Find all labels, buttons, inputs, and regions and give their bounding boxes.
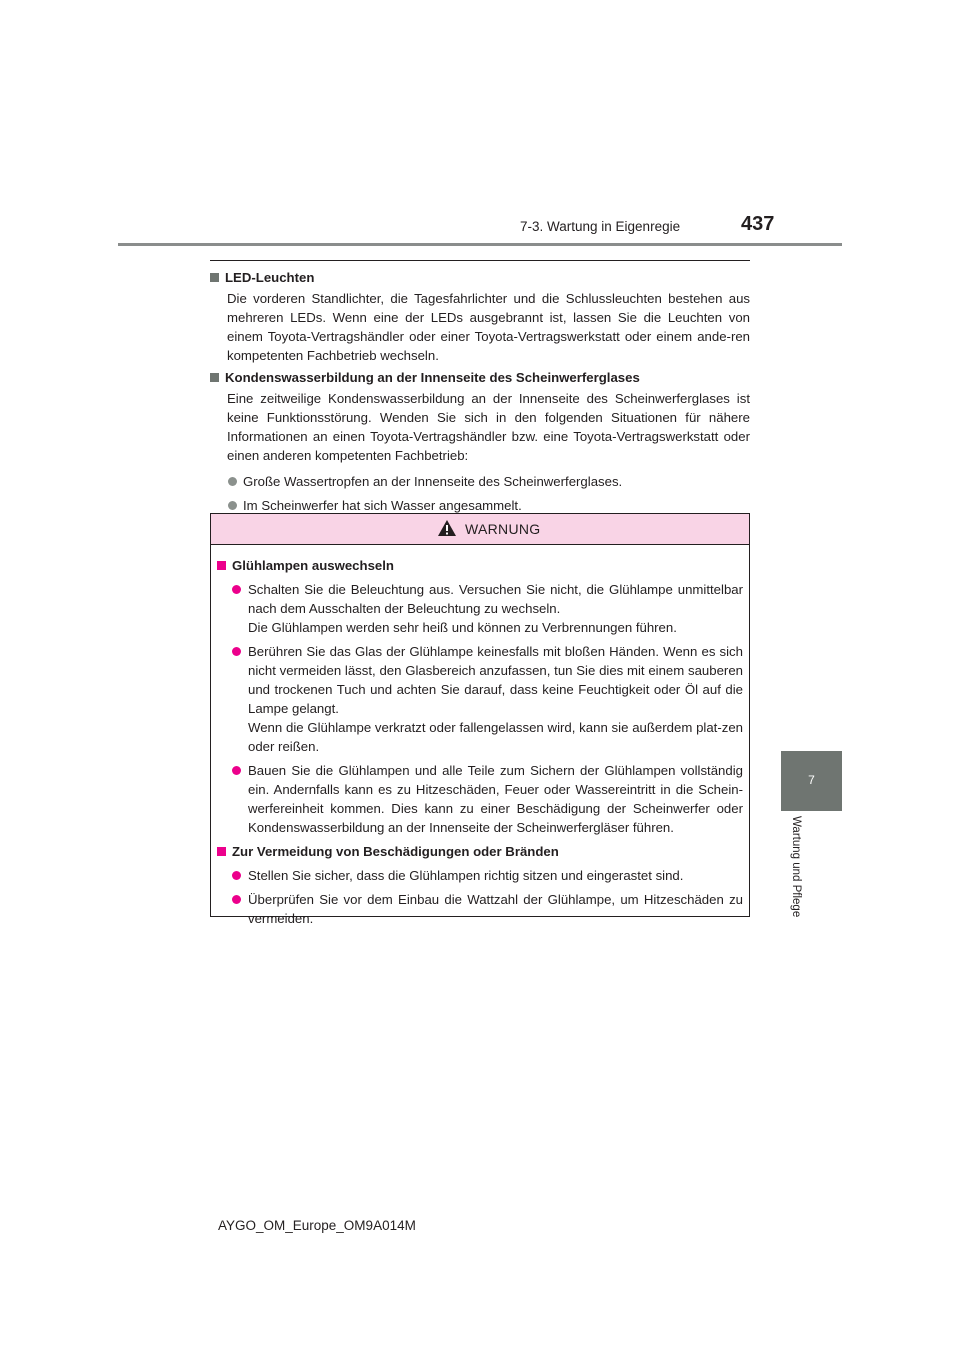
warning-section-title: Glühlampen auswechseln: [217, 557, 743, 575]
bullet-dot-icon: [228, 501, 237, 510]
bullet-dot-icon: [232, 895, 241, 904]
bullet-dot-icon: [232, 766, 241, 775]
warning-header: [211, 514, 749, 545]
section-text: Eine zeitweilige Kondenswasserbildung an der Innenseite des Scheinwerferglases ist keine Funktionsstörung. Wenden Sie sich in den folgenden Situationen für nähere Informationen an einen Toyota-Vertragshändler bzw. eine Toyota-Vertragswerkstatt oder einen anderen kompetenten Fachbetrieb:: [227, 391, 750, 463]
square-bullet-icon: [210, 273, 219, 282]
chapter-number: 7: [808, 773, 815, 787]
warning-list-item: Schalten Sie die Beleuchtung aus. Versuchen Sie nicht, die Glühlampe unmittelbar nach dem Ausschalten der Beleuchtung zu wechseln. Die Glühlampen werden sehr heiß und können zu Verbrennungen führen.: [217, 580, 743, 637]
warning-section-title: Zur Vermeidung von Beschädigungen oder Bränden: [217, 843, 743, 861]
main-content: [210, 260, 750, 515]
section-title: Kondenswasserbildung an der Innenseite des Scheinwerferglases: [210, 369, 750, 387]
square-bullet-icon: [217, 561, 226, 570]
square-bullet-icon: [217, 847, 226, 856]
warning-title: WARNUNG: [465, 521, 541, 537]
warning-list-item: Berühren Sie das Glas der Glühlampe keinesfalls mit bloßen Händen. Wenn es sich nicht vermeiden lässt, den Glasbereich anzufassen, tun Sie dies mit einem sauberen und trockenen Tuch und achten Sie darauf, dass keine Feuchtigkeit oder Öl auf die Lampe gelangt. Wenn die Glühlampe verkratzt oder fallengelassen wird, kann sie außerdem plat-zen oder reißen.: [217, 642, 743, 756]
warning-triangle-icon: [437, 519, 457, 537]
bullet-dot-icon: [232, 585, 241, 594]
list-item: Im Scheinwerfer hat sich Wasser angesammelt.: [210, 496, 750, 515]
warning-list-item: Bauen Sie die Glühlampen und alle Teile zum Sichern der Glühlampen vollständig ein. Andernfalls kann es zu Hitzeschäden, Feuer oder Wassereintritt in die Schein-werfereinheit kommen. Dies kann zu einer Beschädigung der Scheinwerfer oder Kondenswasserbildung an der Innenseite der Scheinwerfergläser führen.: [217, 761, 743, 837]
page-number: 437: [741, 213, 775, 235]
chapter-tab: [781, 751, 842, 811]
warning-list-item: Überprüfen Sie vor dem Einbau die Wattzahl der Glühlampe, um Hitzeschäden zu vermeiden.: [217, 890, 743, 928]
content-top-rule: [210, 260, 750, 261]
warning-list-item: Stellen Sie sicher, dass die Glühlampen richtig sitzen und eingerastet sind.: [217, 866, 743, 885]
section-text: Die vorderen Standlichter, die Tagesfahrlichter und die Schlussleuchten bestehen aus mehreren LEDs. Wenn eine der LEDs ausgebrannt ist, lassen Sie die Leuchten von einem Toyota-Vertragshändler oder einer Toyota-Vertragswerkstatt oder einem ande-ren kompetenten Fachbetrieb wechseln.: [227, 291, 750, 363]
bullet-dot-icon: [232, 871, 241, 880]
section-condensation: [210, 369, 750, 515]
section-led: [210, 269, 750, 365]
chapter-label: Wartung und Pflege: [790, 816, 802, 918]
bullet-dot-icon: [228, 477, 237, 486]
header-section-title: 7-3. Wartung in Eigenregie: [520, 219, 681, 234]
header-divider: [118, 243, 842, 246]
bullet-dot-icon: [232, 647, 241, 656]
square-bullet-icon: [210, 373, 219, 382]
section-title: LED-Leuchten: [210, 269, 750, 287]
document-code: AYGO_OM_Europe_OM9A014M: [218, 1218, 416, 1233]
warning-body: [211, 545, 749, 928]
list-item: Große Wassertropfen an der Innenseite des Scheinwerferglases.: [210, 472, 750, 491]
warning-box: [210, 513, 750, 926]
